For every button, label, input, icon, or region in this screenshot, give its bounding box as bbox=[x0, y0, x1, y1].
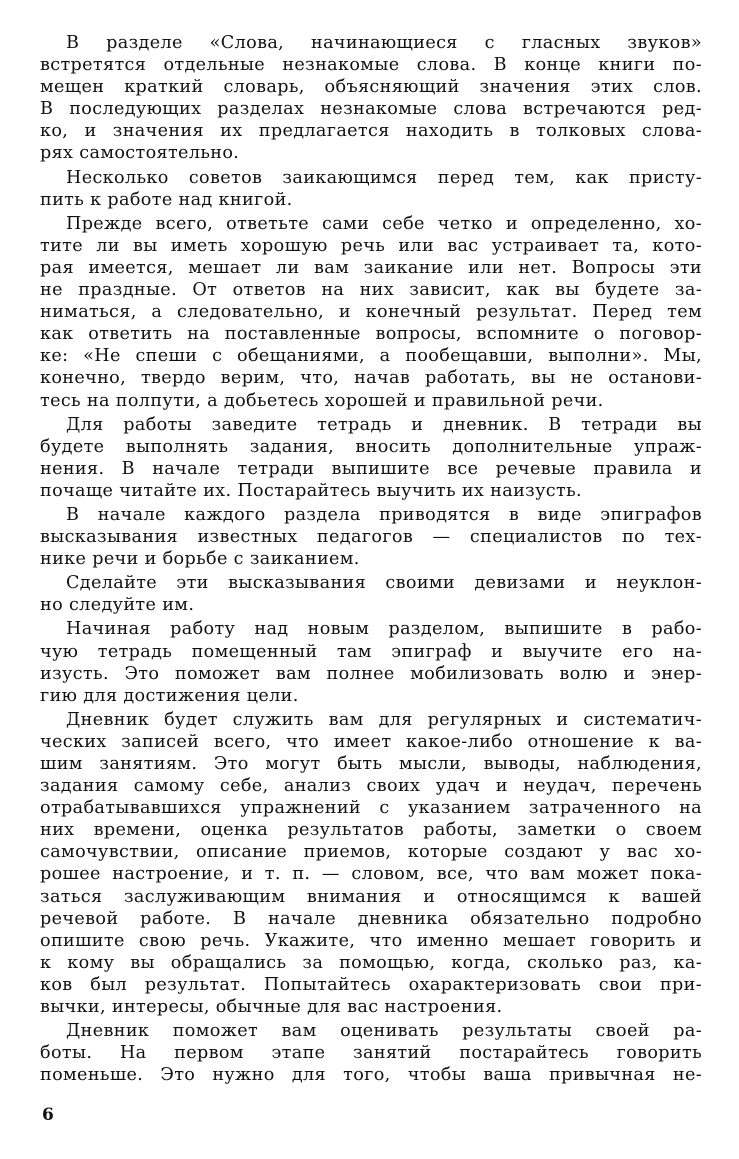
paragraph bbox=[40, 618, 702, 706]
text-line: Сделайте эти высказывания своими девизами и неуклон- bbox=[66, 573, 702, 594]
text-line: конечно, твердо верим, что, начав работать, вы не останови- bbox=[40, 368, 702, 389]
text-line: Для работы заведите тетрадь и дневник. В тетради вы bbox=[66, 414, 702, 435]
text-line: них времени, оценка результатов работы, заметки о своем bbox=[40, 820, 702, 841]
paragraph bbox=[40, 572, 702, 616]
text-line: ниматься, а следовательно, и конечный результат. Перед тем bbox=[40, 302, 702, 323]
text-line: рая имеется, мешает ли вам заикание или нет. Вопросы эти bbox=[40, 257, 702, 278]
text-line: изусть. Это поможет вам полнее мобилизовать волю и энер- bbox=[40, 663, 702, 684]
text-line: рях самостоятельно. bbox=[40, 143, 240, 164]
paragraph bbox=[40, 167, 702, 211]
text-line: будете выполнять задания, вносить дополнительные упраж- bbox=[40, 436, 702, 457]
text-line: боты. На первом этапе занятий постарайтесь говорить bbox=[40, 1043, 702, 1064]
text-line: рошее настроение, и т. п. — словом, все, что вам может пока- bbox=[40, 864, 702, 885]
text-line: почаще читайте их. Постарайтесь выучить их наизусть. bbox=[40, 480, 582, 501]
text-line: отрабатывавшихся упражнений с указанием затраченного на bbox=[40, 798, 702, 819]
text-line: не праздные. От ответов на них зависит, как вы будете за- bbox=[40, 280, 702, 301]
text-line: заться заслуживающим внимания и относящимся к вашей bbox=[40, 886, 702, 907]
text-line: тите ли вы иметь хорошую речь или вас устраивает та, кото- bbox=[40, 235, 702, 256]
text-line: нике речи и борьбе с заиканием. bbox=[40, 549, 360, 570]
text-line: высказывания известных педагогов — специалистов по тех- bbox=[40, 527, 702, 548]
text-line: Начиная работу над новым разделом, выпишите в рабо- bbox=[66, 619, 702, 640]
text-line: ке: «Не спеши с обещаниями, а пообещавши, выполни». Мы, bbox=[40, 346, 702, 367]
page-body bbox=[40, 32, 702, 1088]
text-line: мещен краткий словарь, объясняющий значения этих слов. bbox=[40, 77, 702, 98]
text-line: к кому вы обращались за помощью, когда, сколько раз, ка- bbox=[40, 952, 702, 973]
text-line: Дневник поможет вам оценивать результаты своей ра- bbox=[66, 1021, 702, 1042]
text-line: Несколько советов заикающимся перед тем, как присту- bbox=[66, 167, 702, 188]
text-line: ко, и значения их предлагается находить в толковых слова- bbox=[40, 121, 702, 142]
text-line: чую тетрадь помещенный там эпиграф и выучите его на- bbox=[40, 641, 702, 662]
text-line: задания самому себе, анализ своих удач и неудач, перечень bbox=[40, 776, 702, 797]
text-line: тесь на полпути, а добьетесь хорошей и правильной речи. bbox=[40, 390, 604, 411]
page-number: 6 bbox=[42, 1105, 54, 1125]
text-line: опишите свою речь. Укажите, что именно мешает говорить и bbox=[40, 930, 702, 951]
text-line: ков был результат. Попытайтесь охарактеризовать свои при- bbox=[40, 974, 702, 995]
paragraph bbox=[40, 709, 702, 1018]
text-line: шим занятиям. Это могут быть мысли, выводы, наблюдения, bbox=[40, 754, 702, 774]
text-line: но следуйте им. bbox=[40, 595, 195, 616]
text-line: Дневник будет служить вам для регулярных и систематич- bbox=[66, 709, 702, 730]
paragraph bbox=[40, 1020, 702, 1086]
text-line: самочувствии, описание приемов, которые создают у вас хо- bbox=[40, 842, 702, 863]
text-line: гию для достижения цели. bbox=[40, 685, 299, 706]
text-line: речевой работе. В начале дневника обязательно подробно bbox=[40, 908, 702, 929]
paragraph bbox=[40, 32, 702, 165]
text-line: пить к работе над книгой. bbox=[40, 189, 293, 210]
text-line: ческих записей всего, что имеет какое-либо отношение к ва- bbox=[40, 731, 702, 752]
text-line: Прежде всего, ответьте сами себе четко и определенно, хо- bbox=[66, 213, 702, 234]
text-line: как ответить на поставленные вопросы, вспомните о поговор- bbox=[40, 324, 702, 345]
paragraph bbox=[40, 504, 702, 570]
text-line: В начале каждого раздела приводятся в виде эпиграфов bbox=[66, 504, 702, 525]
text-line: В разделе «Слова, начинающиеся с гласных звуков» bbox=[66, 33, 702, 53]
paragraph bbox=[40, 414, 702, 502]
text-line: поменьше. Это нужно для того, чтобы ваша привычная не- bbox=[40, 1065, 702, 1086]
text-line: нения. В начале тетради выпишите все речевые правила и bbox=[40, 458, 702, 479]
text-line: вычки, интересы, обычные для вас настроения. bbox=[40, 997, 503, 1018]
paragraph bbox=[40, 213, 702, 412]
text-line: встретятся отдельные незнакомые слова. В конце книги по- bbox=[40, 55, 702, 76]
text-line: В последующих разделах незнакомые слова встречаются ред- bbox=[40, 99, 702, 120]
